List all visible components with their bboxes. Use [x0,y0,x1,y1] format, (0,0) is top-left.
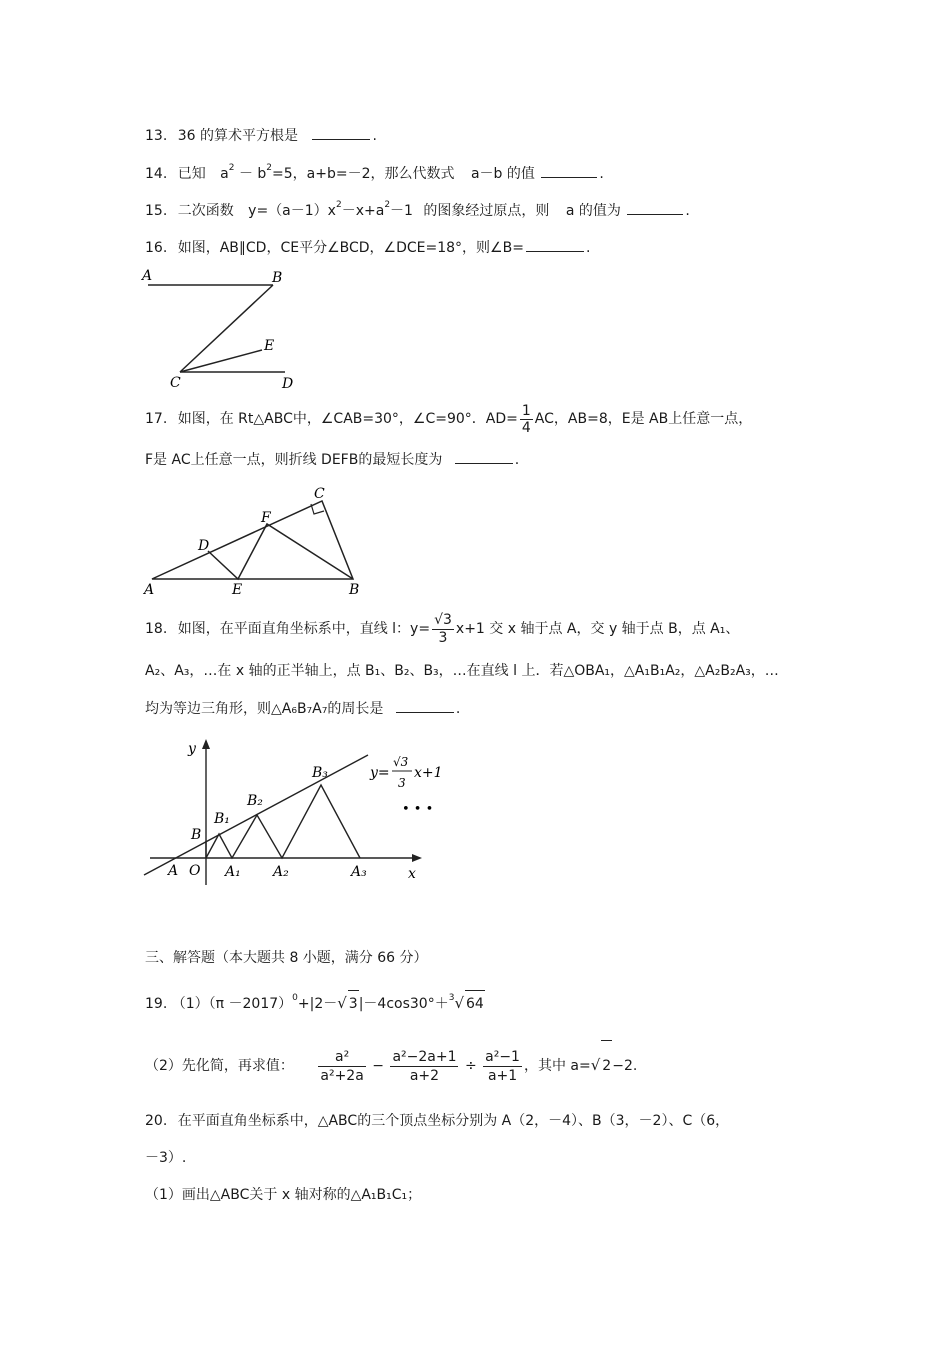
fig18-label-b2: B₂ [247,793,263,809]
q18-line2: A₂、A₃，…在 x 轴的正半轴上，点 B₁、B₂、B₃，…在直线 l 上．若△OBA₁，△A₁B₁A₂，△A₂B₂A₃，… [145,663,779,679]
fig16-label-d: D [282,376,294,392]
q17-number: 17. [145,411,168,427]
q19-p2-radical-sign: √ [590,1056,601,1074]
q15-exp1: 2 [335,200,342,210]
q14-end: . [599,166,604,182]
q13-number: 13. [145,128,168,144]
q20-line2: －3）. [145,1150,187,1166]
fig18-label-b3: B₃ [312,765,328,781]
fig17-label-d: D [198,538,210,554]
q14-eq: =5，a+b=－2，那么代数式 [272,166,455,182]
q19-f2-num: a²−2a+1 [392,1048,457,1065]
fig16-label-c: C [170,375,181,391]
q19-root64: 64 [465,990,485,1017]
question-13 [145,125,377,146]
fig17-path-defb [208,524,353,579]
q15-number: 15. [145,203,168,219]
q18-text1: 如图，在平面直角坐标系中，直线 l：y= [177,621,431,637]
q19-part1-text: （1）（π －2017） [171,996,293,1012]
fig18-label-a3: A₃ [351,864,367,880]
q18-frac-num: √3 [434,611,452,628]
figure-16 [140,262,300,392]
section-3-heading [145,948,428,968]
question-18 [145,610,739,648]
q19-divide: ÷ [464,1058,477,1074]
figure-18 [140,735,460,895]
q15-expr1: y=（a－1）x [248,203,336,219]
fig17-label-a: A [144,582,155,598]
q15-a-val: a 的值为 [565,203,621,219]
q19-f1-num: a² [318,1048,365,1067]
q14-minus-b: － b [238,166,267,182]
fig18-label-x: x [408,866,416,882]
question-15 [145,200,690,221]
q18-text2: x+1 交 x 轴于点 A，交 y 轴于点 B，点 A₁、 [455,621,740,637]
q19-frac1 [318,1048,365,1085]
question-17 [145,402,752,436]
question-17-line2 [145,449,519,470]
fig18-x-arrow [412,854,422,862]
q19-frac2 [390,1048,458,1085]
q19-frac3 [483,1048,522,1085]
q14-exp-b: 2 [266,163,273,173]
fig16-label-a: A [142,268,153,284]
question-20-part1 [145,1185,421,1205]
q17-fraction [520,403,533,436]
q19-exp: 0 [292,993,298,1003]
question-16 [145,237,590,258]
q19-radical-sign: √ [337,994,347,1012]
q16-answer-blank[interactable] [526,237,584,252]
fig17-label-c: C [314,486,325,502]
q19-minus: − [372,1058,384,1074]
figure-17 [140,482,370,600]
q14-a: a [220,166,229,182]
q20-text: 在平面直角坐标系中，△ABC的三个顶点坐标分别为 A（2，－4）、B（3，－2）、C（6， [177,1113,730,1129]
q19-part2-text: （2）先化简，再求值： [145,1058,294,1074]
q15-answer-blank[interactable] [627,200,683,215]
q14-ab: a－b 的值 [470,166,535,182]
fig16-label-b: B [272,270,283,286]
q15-expr2: －x+a [341,203,385,219]
q19-mid: +|2－ [297,996,338,1012]
q15-pre: 二次函数 [177,203,234,219]
q13-text: 36 的算术平方根是 [177,128,298,144]
q19-tail: |－4cos30°＋ [358,996,449,1012]
q19-number: 19. [145,996,168,1012]
q17-line2: F是 AC上任意一点，则折线 DEFB的最短长度为 [145,452,443,468]
fig18-eq-num: √3 [393,755,409,769]
q15-post: 的图象经过原点，则 [423,203,550,219]
q14-pre: 已知 [177,166,206,182]
fig17-label-f: F [261,510,271,526]
fig18-label-a2: A₂ [273,864,289,880]
fig18-label-o: O [189,863,201,879]
q17-text2: AC，AB=8，E是 AB上任意一点， [534,411,753,427]
q14-exp-a: 2 [228,163,235,173]
fig17-label-b: B [349,582,360,598]
q20-number: 20. [145,1113,168,1129]
q13-answer-blank[interactable] [312,125,370,140]
question-14 [145,163,604,184]
q14-answer-blank[interactable] [541,163,597,178]
q19-sqrt3: 3 [348,990,359,1017]
question-19-part2 [145,1040,637,1091]
q14-number: 14. [145,166,168,182]
q17-text1: 如图，在 Rt△ABC中，∠CAB=30°，∠C=90°．AD= [177,411,518,427]
q16-text: 如图，AB∥CD，CE平分∠BCD，∠DCE=18°，则∠B= [177,240,524,256]
fig18-label-b1: B₁ [214,811,230,827]
fig18-eq-den: 3 [398,776,406,790]
q16-end: . [585,240,591,256]
fig18-eq-y: y= [370,765,390,781]
section-3-text: 三、解答题（本大题共 8 小题，满分 66 分） [145,950,428,966]
q18-fraction [432,612,454,647]
q13-end: . [372,128,377,144]
q19-f3-num: a²−1 [485,1048,520,1065]
question-18-line2 [145,661,779,681]
q19-cube-root-sign: √ [454,994,465,1012]
q15-end: . [685,203,690,219]
fig18-label-y: y [188,741,196,757]
q15-expr3: －1 [390,203,413,219]
question-20-line2 [145,1148,186,1168]
q16-number: 16. [145,240,168,256]
q19-root-index: 3 [448,993,455,1003]
fig18-label-a: A [168,863,179,879]
question-19-part1 [145,990,485,1017]
question-20 [145,1111,729,1131]
q20-part1-text: （1）画出△ABC关于 x 轴对称的△A₁B₁C₁； [145,1187,422,1203]
fig18-label-a1: A₁ [225,864,241,880]
q17-frac-num: 1 [521,402,531,419]
q19-p2-end: −2. [612,1058,638,1074]
fig18-eq-tail: x+1 [414,765,443,781]
fig18-line-l [144,755,368,875]
q17-end: . [514,452,520,468]
q19-f2-den: a+2 [409,1067,440,1084]
fig18-y-arrow [202,739,210,749]
q15-exp2: 2 [384,200,391,210]
fig17-label-e: E [232,582,243,598]
q18-end: . [455,701,461,717]
q17-frac-den: 4 [521,419,531,436]
fig16-label-e: E [264,338,275,354]
q19-p2-sqrt2: 2 [601,1040,612,1091]
q17-answer-blank[interactable] [455,449,513,464]
q19-f1-den: a²+2a [320,1067,364,1084]
q18-frac-den: 3 [438,629,448,646]
q19-f3-den: a+1 [487,1067,518,1084]
question-18-line3 [145,698,460,719]
q18-number: 18. [145,621,168,637]
q19-p2-tail: ，其中 a= [523,1058,591,1074]
fig17-triangle-abc [152,501,353,579]
fig18-label-b: B [191,827,202,843]
q18-answer-blank[interactable] [396,698,454,713]
fig18-dots: • • • [402,802,434,817]
q18-line3: 均为等边三角形，则△A₆B₇A₇的周长是 [145,701,384,717]
